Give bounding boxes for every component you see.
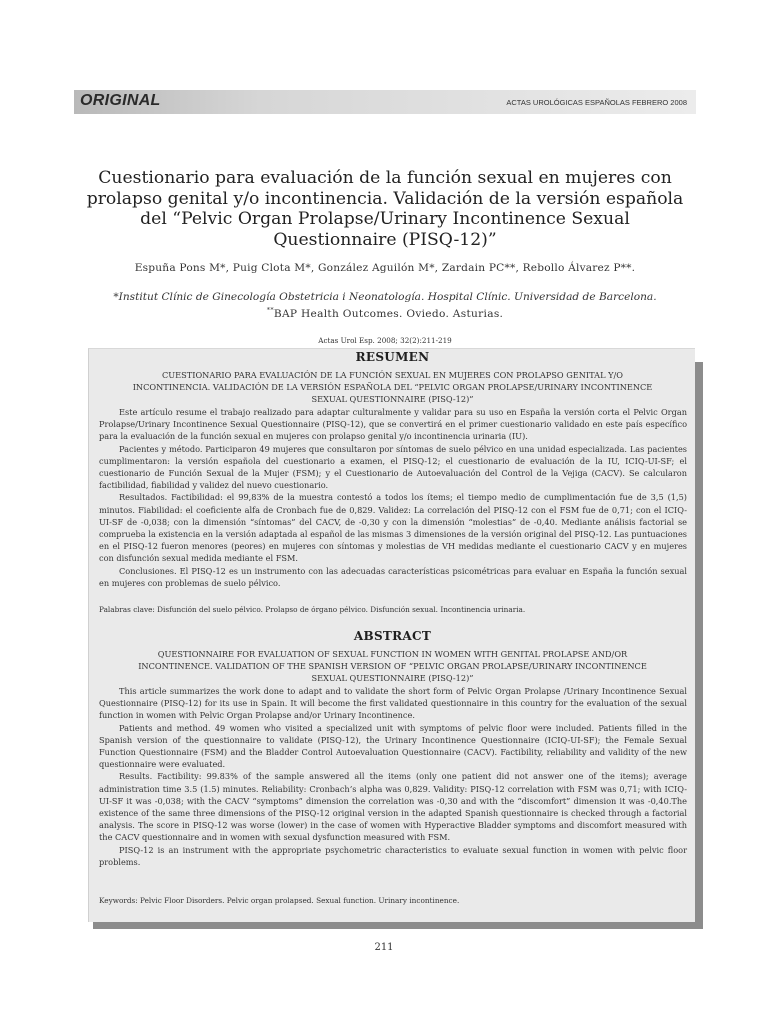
journal-header-bar: [74, 90, 696, 114]
title-line: Questionnaire (PISQ-12)”: [273, 229, 497, 250]
abstract-paragraph: Results. Factibility: 99.83% of the sample answered all the items (only one patient did not answer one of the items); average administration time 3.5 (1.5) minutes. Reliability: Cronbach’s alpha was 0,829. Validity: PISQ-12 correlation with FSM was 0,71; with ICIQ-UI-SF it was -0,038; with the CACV “symptoms” dimension the correlation was -0,30 and with the “discomfort” dimension it was -0,40.The existence of the same three dimensions of the PISQ-12 original version in the adapted Spanish questionnaire is checked through a factorial analysis. The score in PISQ-12 was worse (lower) in the case of women with Hyperactive Bladder symptoms and discomfort measured with the CACV questionnaire and in women with sexual dysfunction measured with FSM.: [99, 771, 687, 843]
citation: Actas Urol Esp. 2008; 32(2):211-219: [318, 336, 452, 345]
journal-name: ACTAS UROLÓGICAS ESPAÑOLAS FEBRERO 2008: [506, 98, 687, 107]
resumen-paragraph: Pacientes y método. Participaron 49 mujeres que consultaron por síntomas de suelo pélvico en una unidad especializada. Las pacientes cumplimentaron: la versión española del cuestionario a examen, el PISQ-12; el cuestionario de evaluación de la IU, ICIQ-UI-SF; el cuestionario de Función Sexual de la Mujer (FSM); y el Cuestionario de Autoevaluación del Control de la Vejiga (CACV). Se calcularon factibilidad, fiabilidad y validez del nuevo cuestionario.: [99, 443, 687, 491]
subtitle-line: QUESTIONNAIRE FOR EVALUATION OF SEXUAL FUNCTION IN WOMEN WITH GENITAL PROLAPSE AND/OR: [157, 649, 628, 659]
page-number: 211: [374, 942, 394, 953]
title-line: del “Pelvic Organ Prolapse/Urinary Incontinence Sexual: [140, 209, 630, 230]
abstract-paragraph: This article summarizes the work done to adapt and to validate the short form of Pelvic Organ Prolapse /Urinary Incontinence Sexual Questionnaire (PISQ-12) for its use in Spain. It will become the first validated questionnaire in this country for the evaluation of the sexual function in women with Pelvic Organ Prolapse and/or Urinary Incontinence.: [99, 686, 687, 721]
subtitle-line: INCONTINENCE. VALIDATION OF THE SPANISH VERSION OF “PELVIC ORGAN PROLAPSE/URINARY INCONTINENCE: [138, 661, 647, 672]
abstract-heading: ABSTRACT: [353, 629, 432, 643]
subtitle-line: SEXUAL QUESTIONNAIRE (PISQ-12)”: [311, 394, 474, 405]
article-title: [60, 168, 710, 250]
abstract-paragraph: PISQ-12 is an instrument with the appropriate psychometric characteristics to evaluate sexual function in women with pelvic floor problems.: [99, 844, 687, 867]
resumen-paragraph: Conclusiones. El PISQ-12 es un instrumento con las adecuadas características psicométricas para evaluar en España la función sexual en mujeres con problemas de suelo pélvico.: [99, 565, 687, 588]
abstract-keywords: Keywords: Pelvic Floor Disorders. Pelvic organ prolapsed. Sexual function. Urinary incontinence.: [99, 896, 460, 905]
author-list: Espuña Pons M*, Puig Clota M*, González Aguilón M*, Zardain PC**, Rebollo Álvarez P**.: [134, 262, 636, 274]
affiliation-2-text: BAP Health Outcomes. Oviedo. Asturias.: [273, 308, 504, 320]
resumen-heading: RESUMEN: [355, 350, 430, 364]
abstract-paragraph: Patients and method. 49 women who visited a specialized unit with symptoms of pelvic floor were included. Patients filled in the Spanish version of the questionnaire to validate (PISQ-12), the Urinary Incontinence Questionnaire (ICIQ-UI-SF); the Female Sexual Function Questionnaire (FSM) and the Bladder Control Autoevaluation Questionnaire (CACV). Factibility, reliability and validity of the new questionnaire were evaluated.: [99, 722, 687, 770]
resumen-paragraph: Este artículo resume el trabajo realizado para adaptar culturalmente y validar para su uso en España la versión corta el Pelvic Organ Prolapse/Urinary Incontinence Sexual Questionnaire (PISQ-12), que se convertirá en el primer cuestionario validado en este país específico para la evaluación de la función sexual en mujeres con prolapso genital y/o incontinencia urinaria (IU).: [99, 407, 687, 442]
abstract-subtitle: [105, 648, 680, 685]
title-line: Cuestionario para evaluación de la función sexual en mujeres con: [98, 168, 672, 188]
affiliation-2-mark: **: [266, 306, 274, 314]
resumen-body: [99, 406, 687, 589]
abstract-body: [99, 685, 687, 868]
affiliation-2: [60, 306, 710, 320]
subtitle-line: INCONTINENCIA. VALIDACIÓN DE LA VERSIÓN ESPAÑOLA DEL “PELVIC ORGAN PROLAPSE/URINARY INCONTINENCE: [132, 382, 653, 393]
resumen-paragraph: Resultados. Factibilidad: el 99,83% de la muestra contestó a todos los ítems; el tiempo medio de cumplimentación fue de 3,5 (1,5) minutos. Fiabilidad: el coeficiente alfa de Cronbach fue de 0,829. Validez: La correlación del PISQ-12 con el FSM fue de 0,71; con el ICIQ-UI-SF de -0,038; con la dimensión “síntomas” del CACV, de -0,30 y con la dimensión “molestias” de -0,40. Mediante análisis factorial se comprueba la existencia en la versión adaptada al español de las mismas 3 dimensiones de la versión original del PISQ-12. Las puntuaciones en el PISQ-12 fueron menores (peores) en mujeres con síntomas y molestias de VH medidas mediante el cuestionario CACV y en mujeres con disfunción sexual medida mediante el FSM.: [99, 492, 687, 564]
title-line: prolapso genital y/o incontinencia. Validación de la versión española: [86, 188, 684, 209]
affiliation-1: *Institut Clínic de Ginecología Obstetricia i Neonatología. Hospital Clínic. Universidad de Barcelona.: [113, 291, 657, 303]
abstract-box: [88, 348, 695, 922]
resumen-subtitle: [105, 369, 680, 406]
resumen-keywords: Palabras clave: Disfunción del suelo pélvico. Prolapso de órgano pélvico. Disfunción sexual. Incontinencia urinaria.: [99, 605, 526, 614]
subtitle-line: CUESTIONARIO PARA EVALUACIÓN DE LA FUNCIÓN SEXUAL EN MUJERES CON PROLAPSO GENITAL Y/O: [162, 370, 623, 380]
section-label: ORIGINAL: [80, 92, 161, 109]
subtitle-line: SEXUAL QUESTIONNAIRE (PISQ-12)”: [311, 673, 474, 684]
